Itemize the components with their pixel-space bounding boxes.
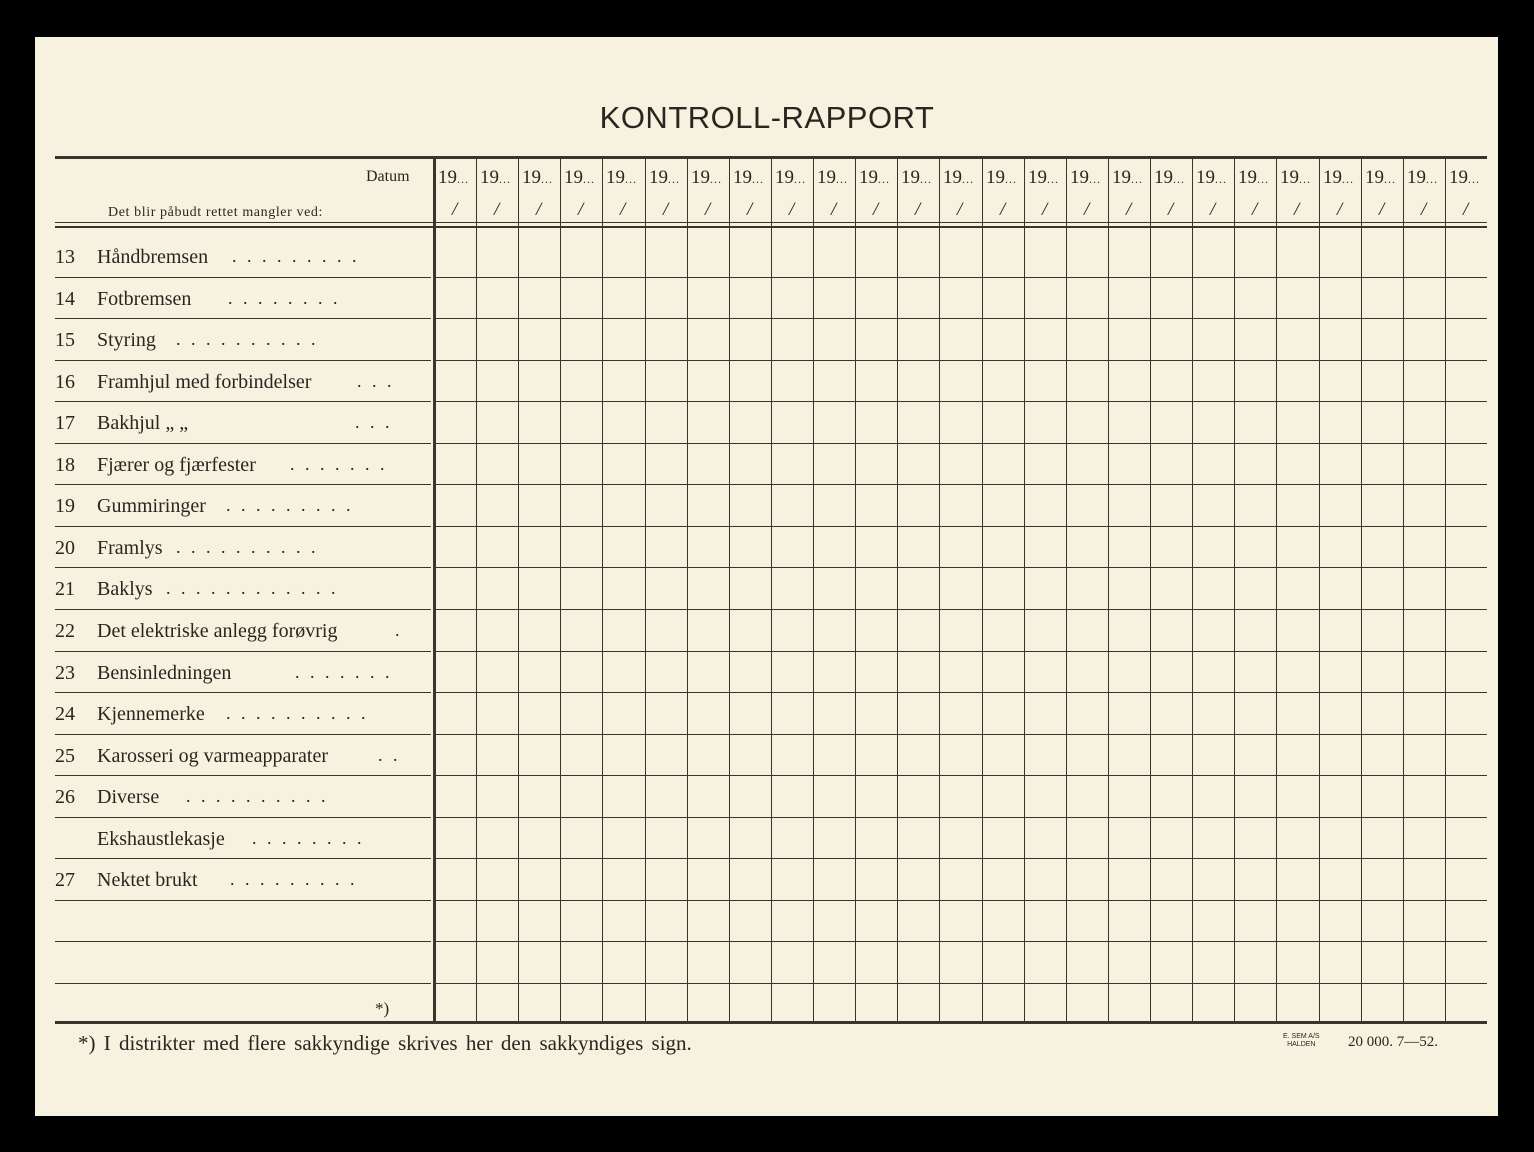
date-slash: / <box>620 199 626 220</box>
date-year-field <box>986 167 1017 189</box>
date-slash: / <box>915 199 921 220</box>
date-slash: / <box>705 199 711 220</box>
column-rule <box>1361 159 1362 1024</box>
column-rule <box>1276 159 1277 1024</box>
year-blank: ... <box>1215 172 1227 186</box>
row-rule-grid <box>436 651 1487 652</box>
year-prefix: 19 <box>606 167 625 188</box>
date-year-field <box>901 167 932 189</box>
date-slash: / <box>536 199 542 220</box>
date-slash: / <box>957 199 963 220</box>
item-number: 20 <box>55 537 75 559</box>
item-number: 26 <box>55 786 75 808</box>
row-rule-grid <box>436 401 1487 402</box>
date-year-field <box>943 167 974 189</box>
item-number: 14 <box>55 288 75 310</box>
item-number: 18 <box>55 454 75 476</box>
date-year-field <box>775 167 806 189</box>
date-year-field <box>691 167 722 189</box>
date-slash: / <box>1252 199 1258 220</box>
row-rule-grid <box>436 277 1487 278</box>
item-number: 19 <box>55 495 75 517</box>
dot-leader: . . . <box>355 412 393 432</box>
year-blank: ... <box>625 172 637 186</box>
year-blank: ... <box>1299 172 1311 186</box>
printer-mark <box>1283 1033 1320 1049</box>
dot-leader: . . . . . . . <box>290 454 388 474</box>
year-blank: ... <box>1089 172 1101 186</box>
year-blank: ... <box>1047 172 1059 186</box>
row-rule-grid <box>436 983 1487 984</box>
row-rule-grid <box>436 734 1487 735</box>
row-rule-grid <box>436 567 1487 568</box>
date-slash: / <box>578 199 584 220</box>
date-year-field <box>1407 167 1438 189</box>
year-prefix: 19 <box>691 167 710 188</box>
row-rule-label <box>55 277 431 278</box>
year-prefix: 19 <box>1196 167 1215 188</box>
row-rule-grid <box>436 526 1487 527</box>
item-number: 27 <box>55 869 75 891</box>
year-blank: ... <box>710 172 722 186</box>
column-rule <box>645 159 646 1024</box>
year-blank: ... <box>1426 172 1438 186</box>
year-prefix: 19 <box>564 167 583 188</box>
item-number: 16 <box>55 371 75 393</box>
item-label: Gummiringer <box>97 495 206 517</box>
grid-bottom-rule <box>55 1021 1487 1024</box>
row-rule-grid <box>436 443 1487 444</box>
date-slash: / <box>1126 199 1132 220</box>
year-prefix: 19 <box>649 167 668 188</box>
year-prefix: 19 <box>901 167 920 188</box>
item-label: Ekshaustlekasje <box>97 828 225 850</box>
item-label: Framlys <box>97 537 163 559</box>
year-blank: ... <box>1131 172 1143 186</box>
date-year-field <box>1238 167 1269 189</box>
year-blank: ... <box>1257 172 1269 186</box>
row-rule-label <box>55 775 431 776</box>
label-column-divider <box>433 156 436 1024</box>
year-prefix: 19 <box>1449 167 1468 188</box>
footnote: *) I distrikter med flere sakkyndige skrives her den sakkyndiges sign. <box>78 1031 692 1055</box>
column-rule <box>476 159 477 1024</box>
item-label: Fjærer og fjærfester <box>97 454 256 476</box>
year-prefix: 19 <box>986 167 1005 188</box>
row-rule-label <box>55 941 431 942</box>
row-rule-label <box>55 651 431 652</box>
date-year-field <box>1196 167 1227 189</box>
year-prefix: 19 <box>1154 167 1173 188</box>
row-rule-grid <box>436 900 1487 901</box>
year-prefix: 19 <box>1323 167 1342 188</box>
row-rule-label <box>55 858 431 859</box>
date-slash: / <box>452 199 458 220</box>
year-prefix: 19 <box>1280 167 1299 188</box>
printer-name: E. SEM A/S <box>1283 1033 1320 1040</box>
date-year-field <box>438 167 469 189</box>
row-rule-grid <box>436 318 1487 319</box>
column-rule <box>897 159 898 1024</box>
row-rule-label <box>55 401 431 402</box>
print-number: 20 000. 7—52. <box>1348 1034 1438 1050</box>
date-year-field <box>522 167 553 189</box>
datum-label: Datum <box>366 168 410 185</box>
year-blank: ... <box>920 172 932 186</box>
year-blank: ... <box>836 172 848 186</box>
form-card <box>35 37 1498 1116</box>
dot-leader: . . . . . . . <box>295 662 393 682</box>
year-blank: ... <box>1384 172 1396 186</box>
year-blank: ... <box>583 172 595 186</box>
row-rule-label <box>55 983 431 984</box>
item-number: 21 <box>55 578 75 600</box>
column-rule <box>1150 159 1151 1024</box>
item-label: Nektet brukt <box>97 869 198 891</box>
date-slash: / <box>494 199 500 220</box>
dot-leader: . . . . . . . . <box>228 288 341 308</box>
dot-leader: . . . . . . . . . . . . <box>166 578 339 598</box>
year-blank: ... <box>878 172 890 186</box>
year-blank: ... <box>1468 172 1480 186</box>
year-prefix: 19 <box>1238 167 1257 188</box>
column-rule <box>939 159 940 1024</box>
item-number: 23 <box>55 662 75 684</box>
dot-leader: . . <box>378 745 401 765</box>
row-rule-grid <box>436 484 1487 485</box>
dot-leader: . . . . . . . . . . <box>176 329 319 349</box>
row-rule-label <box>55 609 431 610</box>
year-prefix: 19 <box>1112 167 1131 188</box>
item-label: Bensinledningen <box>97 662 232 684</box>
date-slash: / <box>1294 199 1300 220</box>
signature-row-label: *) <box>375 999 390 1018</box>
row-rule-label <box>55 900 431 901</box>
item-number: 24 <box>55 703 75 725</box>
year-blank: ... <box>668 172 680 186</box>
year-blank: ... <box>457 172 469 186</box>
date-slash: / <box>1042 199 1048 220</box>
year-blank: ... <box>1342 172 1354 186</box>
row-rule-grid <box>436 360 1487 361</box>
year-prefix: 19 <box>438 167 457 188</box>
year-prefix: 19 <box>522 167 541 188</box>
dot-leader: . . . . . . . . . <box>230 869 358 889</box>
item-number: 25 <box>55 745 75 767</box>
year-blank: ... <box>794 172 806 186</box>
column-rule <box>729 159 730 1024</box>
date-year-field <box>649 167 680 189</box>
date-slash: / <box>831 199 837 220</box>
date-year-field <box>1449 167 1480 189</box>
year-blank: ... <box>962 172 974 186</box>
item-number: 17 <box>55 412 75 434</box>
date-year-field <box>606 167 637 189</box>
item-label: Diverse <box>97 786 160 808</box>
date-slash: / <box>789 199 795 220</box>
column-rule <box>560 159 561 1024</box>
year-prefix: 19 <box>1407 167 1426 188</box>
date-year-field <box>1323 167 1354 189</box>
row-rule-label <box>55 360 431 361</box>
column-rule <box>1403 159 1404 1024</box>
column-rule <box>1108 159 1109 1024</box>
column-rule <box>1192 159 1193 1024</box>
year-prefix: 19 <box>733 167 752 188</box>
dot-leader: . . . . . . . . . . <box>186 786 329 806</box>
date-slash: / <box>1210 199 1216 220</box>
column-rule <box>1319 159 1320 1024</box>
year-blank: ... <box>1005 172 1017 186</box>
column-rule <box>1024 159 1025 1024</box>
item-number: 22 <box>55 620 75 642</box>
date-year-field <box>733 167 764 189</box>
row-rule-grid <box>436 692 1487 693</box>
instruction-label: Det blir påbudt rettet mangler ved: <box>108 205 323 220</box>
column-rule <box>1066 159 1067 1024</box>
column-rule <box>813 159 814 1024</box>
column-rule <box>687 159 688 1024</box>
item-number: 13 <box>55 246 75 268</box>
item-label: Kjennemerke <box>97 703 205 725</box>
row-rule-grid <box>436 858 1487 859</box>
row-rule-label <box>55 526 431 527</box>
date-slash: / <box>1379 199 1385 220</box>
row-rule-label <box>55 692 431 693</box>
year-blank: ... <box>1173 172 1185 186</box>
item-label: Baklys <box>97 578 153 600</box>
date-year-field <box>480 167 511 189</box>
row-rule-label <box>55 443 431 444</box>
printer-city: HALDEN <box>1287 1041 1316 1048</box>
date-slash: / <box>1084 199 1090 220</box>
column-rule <box>602 159 603 1024</box>
date-year-field <box>1280 167 1311 189</box>
year-blank: ... <box>752 172 764 186</box>
date-year-field <box>1365 167 1396 189</box>
date-slash: / <box>663 199 669 220</box>
year-prefix: 19 <box>817 167 836 188</box>
date-year-field <box>1070 167 1101 189</box>
date-year-field <box>859 167 890 189</box>
date-year-field <box>1154 167 1185 189</box>
row-rule-grid <box>436 775 1487 776</box>
row-rule-label <box>55 484 431 485</box>
date-year-field <box>564 167 595 189</box>
year-blank: ... <box>541 172 553 186</box>
row-rule-grid <box>436 941 1487 942</box>
year-prefix: 19 <box>775 167 794 188</box>
item-label: Framhjul med forbindelser <box>97 371 312 393</box>
form-title: KONTROLL-RAPPORT <box>599 100 935 135</box>
year-prefix: 19 <box>859 167 878 188</box>
date-slash: / <box>873 199 879 220</box>
item-label: Styring <box>97 329 156 351</box>
date-year-field <box>817 167 848 189</box>
item-label: Karosseri og varmeapparater <box>97 745 328 767</box>
item-number: 15 <box>55 329 75 351</box>
year-blank: ... <box>499 172 511 186</box>
date-year-field <box>1028 167 1059 189</box>
column-rule <box>982 159 983 1024</box>
year-prefix: 19 <box>943 167 962 188</box>
dot-leader: . . . . . . . . <box>252 828 365 848</box>
row-rule-label <box>55 567 431 568</box>
dot-leader: . . . . . . . . . . <box>176 537 319 557</box>
row-rule-label <box>55 318 431 319</box>
year-prefix: 19 <box>1365 167 1384 188</box>
item-label: Håndbremsen <box>97 246 209 268</box>
date-slash: / <box>1000 199 1006 220</box>
date-year-field <box>1112 167 1143 189</box>
year-prefix: 19 <box>480 167 499 188</box>
row-rule-label <box>55 734 431 735</box>
date-slash: / <box>1337 199 1343 220</box>
column-rule <box>855 159 856 1024</box>
item-label: Fotbremsen <box>97 288 192 310</box>
column-rule <box>1445 159 1446 1024</box>
year-prefix: 19 <box>1070 167 1089 188</box>
date-slash: / <box>1463 199 1469 220</box>
row-rule-label <box>55 817 431 818</box>
item-label: Det elektriske anlegg forøvrig <box>97 620 338 642</box>
dot-leader: . . . . . . . . . <box>226 495 354 515</box>
date-slash: / <box>747 199 753 220</box>
date-slash: / <box>1168 199 1174 220</box>
date-slash: / <box>1421 199 1427 220</box>
row-rule-grid <box>436 609 1487 610</box>
column-rule <box>1234 159 1235 1024</box>
dot-leader: . . . . . . . . . . <box>226 703 369 723</box>
column-rule <box>518 159 519 1024</box>
dot-leader: . . . <box>357 371 395 391</box>
item-label: Bakhjul „ „ <box>97 412 189 434</box>
year-prefix: 19 <box>1028 167 1047 188</box>
column-rule <box>771 159 772 1024</box>
dot-leader: . <box>395 620 403 640</box>
dot-leader: . . . . . . . . . <box>232 246 360 266</box>
row-rule-grid <box>436 817 1487 818</box>
